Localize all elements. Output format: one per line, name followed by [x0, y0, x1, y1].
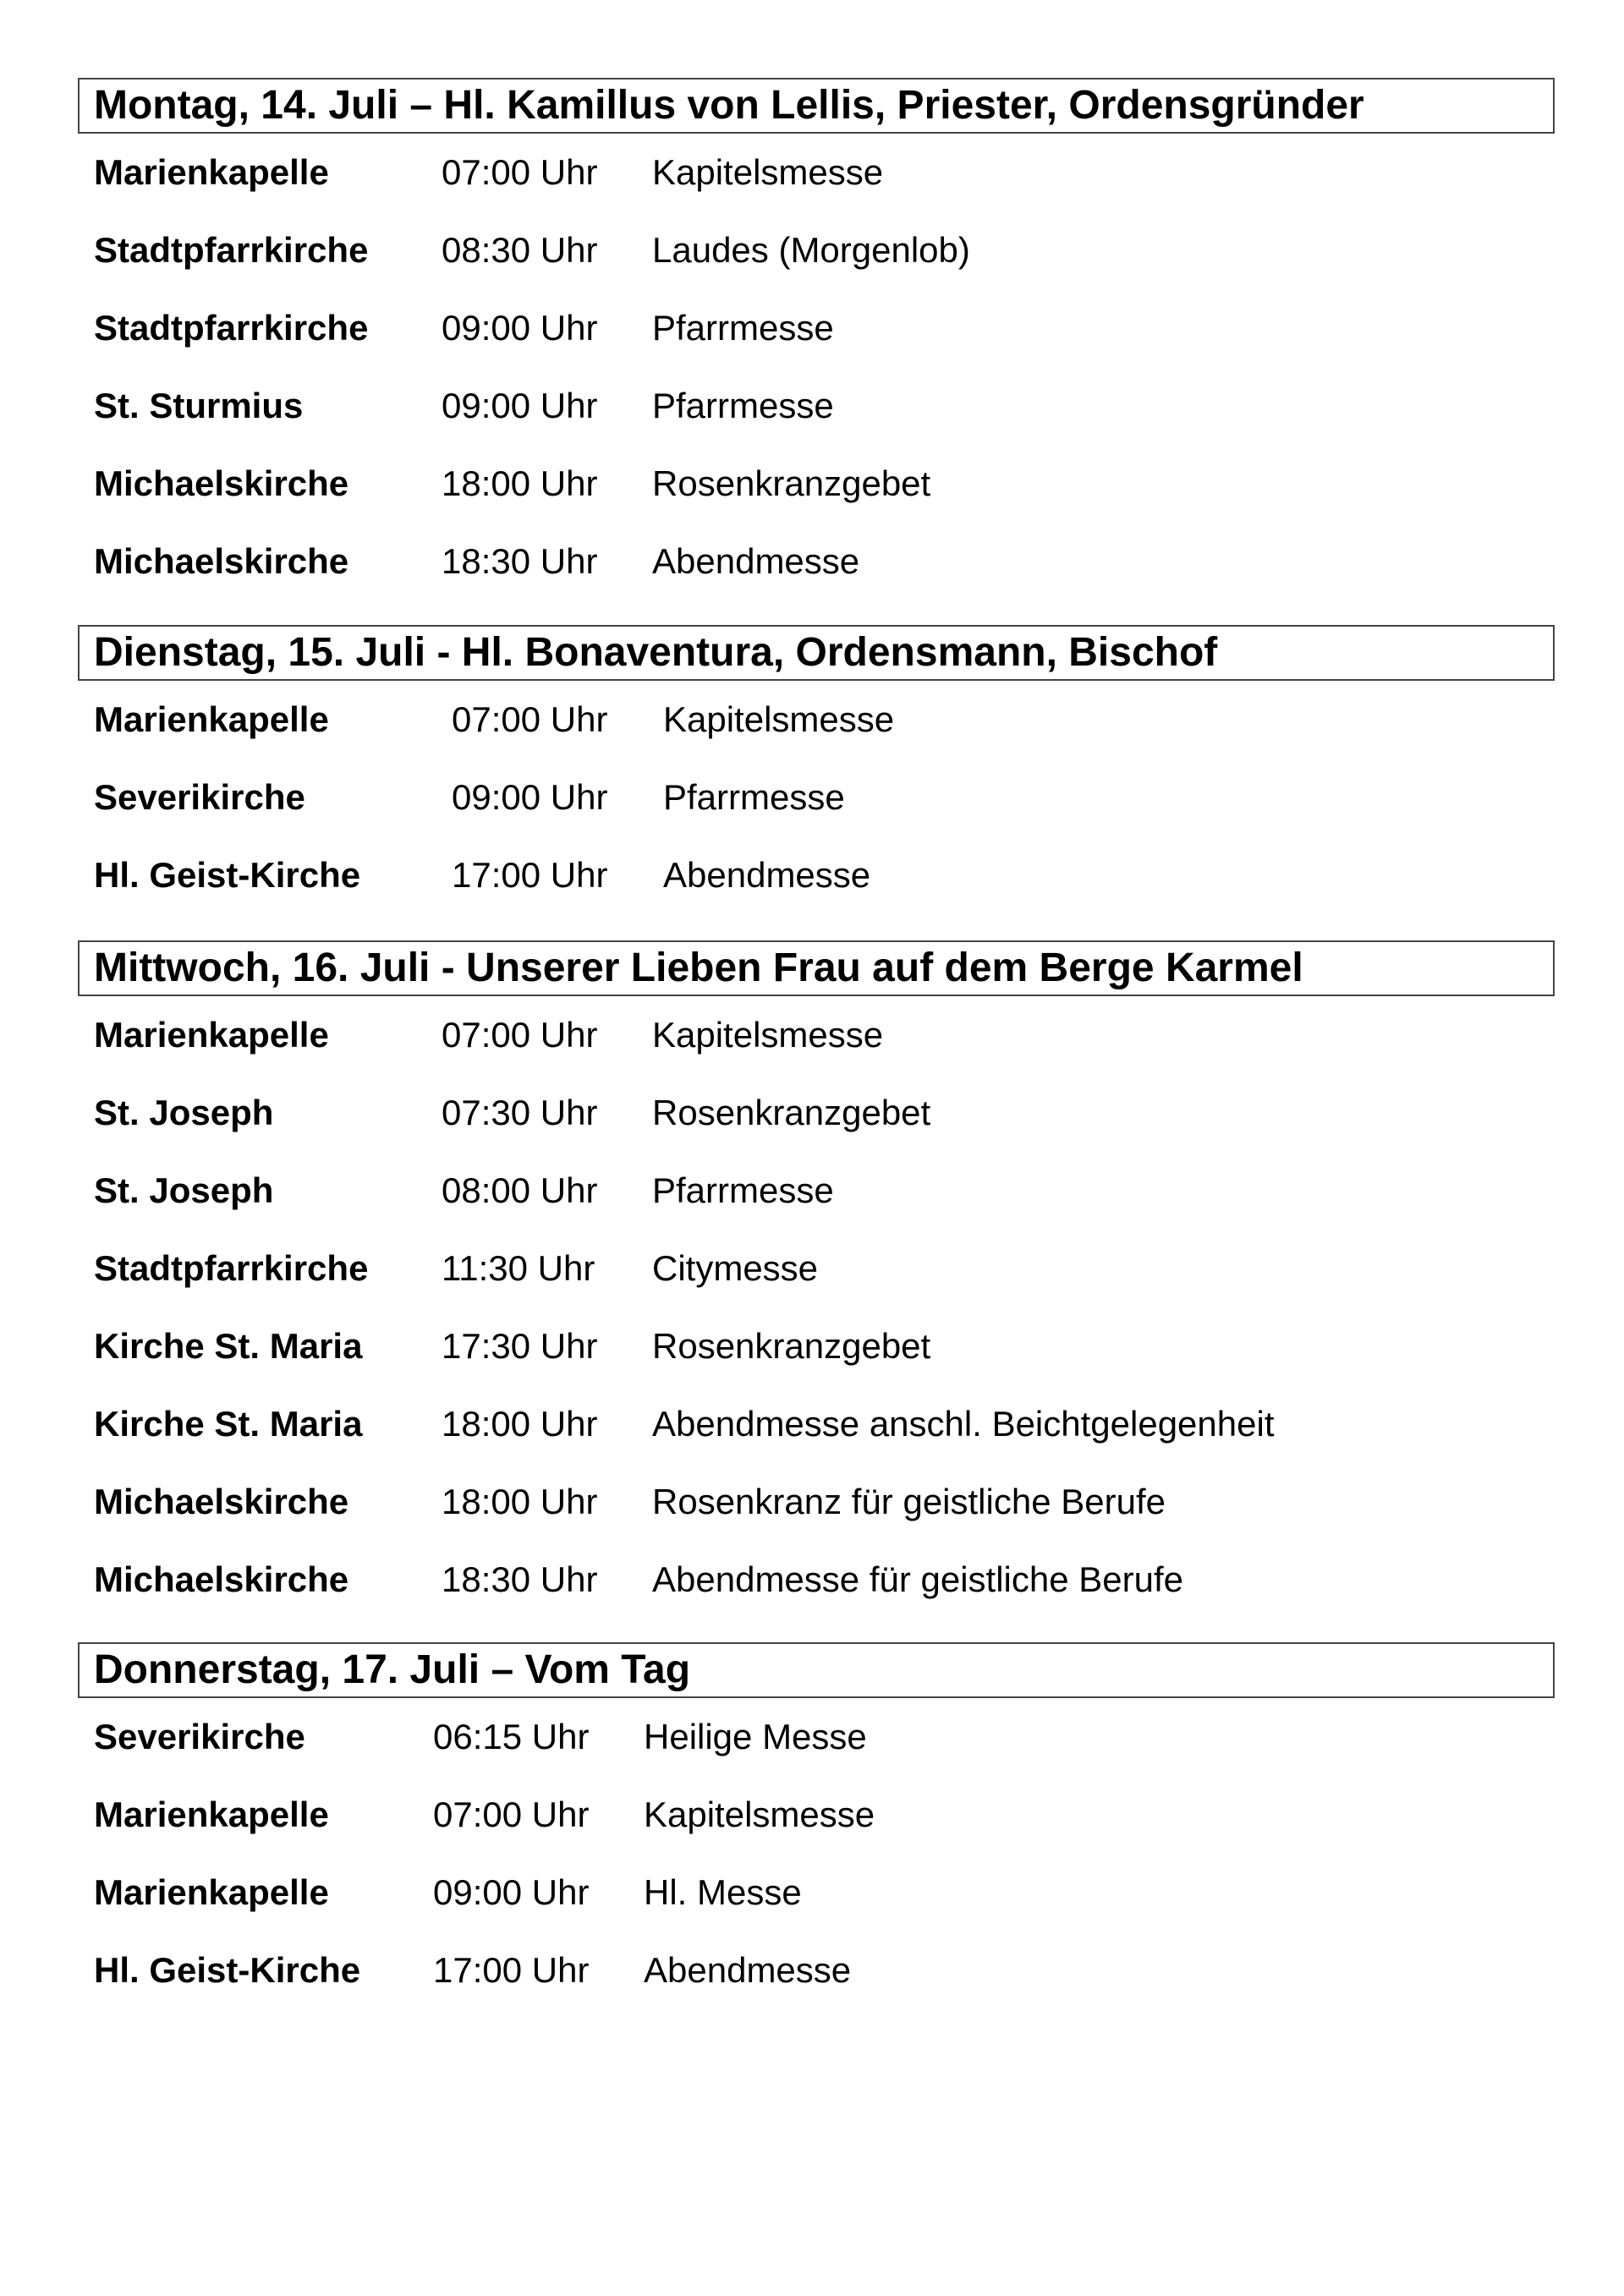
entry-time: 08:30 Uhr [442, 230, 598, 270]
entry-time: 17:00 Uhr [433, 1950, 590, 1990]
entry-time: 07:00 Uhr [442, 1015, 598, 1055]
entry-place: St. Sturmius [94, 386, 304, 425]
schedule-entry [78, 1698, 1555, 1776]
entry-place: Stadtpfarrkirche [94, 308, 369, 348]
entry-event: Abendmesse anschl. Beichtgelegenheit [652, 1404, 1275, 1444]
entry-event: Heilige Messe [644, 1717, 867, 1756]
entry-event: Kapitelsmesse [644, 1795, 875, 1834]
schedule-entry [78, 134, 1555, 211]
day-block-mittwoch [78, 940, 1555, 1619]
entry-place: St. Joseph [94, 1093, 274, 1132]
schedule-entry [78, 1230, 1555, 1307]
entry-place: Marienkapelle [94, 699, 329, 739]
schedule-entry [78, 289, 1555, 367]
entry-event: Hl. Messe [644, 1872, 802, 1912]
entry-time: 18:30 Uhr [442, 541, 598, 581]
schedule-entry [78, 445, 1555, 523]
entry-time: 09:00 Uhr [442, 308, 598, 348]
entry-place: Kirche St. Maria [94, 1326, 363, 1366]
entry-place: Severikirche [94, 777, 305, 817]
entry-event: Pfarrmesse [652, 308, 834, 348]
schedule-entry [78, 1854, 1555, 1932]
entry-time: 18:30 Uhr [442, 1559, 598, 1599]
entry-event: Rosenkranzgebet [652, 1326, 931, 1366]
entry-event: Abendmesse [644, 1950, 852, 1990]
entry-time: 07:00 Uhr [442, 152, 598, 192]
schedule-entry [78, 1152, 1555, 1230]
entry-time: 07:00 Uhr [452, 699, 608, 739]
entry-time: 17:00 Uhr [452, 855, 608, 895]
entry-event: Pfarrmesse [652, 1170, 834, 1210]
entry-place: St. Joseph [94, 1170, 274, 1210]
entry-time: 07:30 Uhr [442, 1093, 598, 1132]
entry-place: Michaelskirche [94, 1559, 349, 1599]
entry-event: Laudes (Morgenlob) [652, 230, 970, 270]
entry-time: 09:00 Uhr [452, 777, 608, 817]
day-block-donnerstag [78, 1642, 1555, 2009]
entry-event: Kapitelsmesse [652, 152, 884, 192]
schedule-entry [78, 836, 1555, 914]
entry-place: Michaelskirche [94, 463, 349, 503]
entry-event: Rosenkranzgebet [652, 463, 931, 503]
entry-time: 18:00 Uhr [442, 463, 598, 503]
entry-event: Abendmesse [663, 855, 871, 895]
entry-time: 09:00 Uhr [442, 386, 598, 425]
entry-time: 18:00 Uhr [442, 1482, 598, 1521]
entry-place: Michaelskirche [94, 541, 349, 581]
entry-place: Marienkapelle [94, 1872, 329, 1912]
day-block-montag [78, 78, 1555, 600]
entry-time: 18:00 Uhr [442, 1404, 598, 1444]
entry-place: Stadtpfarrkirche [94, 230, 369, 270]
entry-place: Kirche St. Maria [94, 1404, 363, 1444]
schedule-entry [78, 1307, 1555, 1385]
day-header: Montag, 14. Juli – Hl. Kamillus von Lellis, Priester, Ordensgründer [78, 78, 1555, 134]
schedule-entry [78, 1776, 1555, 1854]
schedule-entry [78, 523, 1555, 600]
entry-time: 09:00 Uhr [433, 1872, 590, 1912]
entry-place: Michaelskirche [94, 1482, 349, 1521]
entry-time: 08:00 Uhr [442, 1170, 598, 1210]
entry-place: Hl. Geist-Kirche [94, 855, 361, 895]
entry-event: Abendmesse [652, 541, 860, 581]
schedule-entry [78, 1385, 1555, 1463]
entry-event: Kapitelsmesse [652, 1015, 884, 1055]
schedule-entry [78, 996, 1555, 1074]
entry-time: 17:30 Uhr [442, 1326, 598, 1366]
entry-time: 06:15 Uhr [433, 1717, 590, 1756]
schedule-entry [78, 211, 1555, 289]
entry-place: Severikirche [94, 1717, 305, 1756]
day-block-dienstag [78, 625, 1555, 914]
day-header: Donnerstag, 17. Juli – Vom Tag [78, 1642, 1555, 1698]
entry-event: Pfarrmesse [663, 777, 845, 817]
day-header: Mittwoch, 16. Juli - Unserer Lieben Frau auf dem Berge Karmel [78, 940, 1555, 996]
schedule-entry [78, 681, 1555, 759]
entry-event: Pfarrmesse [652, 386, 834, 425]
day-header: Dienstag, 15. Juli - Hl. Bonaventura, Ordensmann, Bischof [78, 625, 1555, 681]
entry-place: Marienkapelle [94, 1795, 329, 1834]
entry-place: Hl. Geist-Kirche [94, 1950, 361, 1990]
entry-time: 11:30 Uhr [442, 1248, 595, 1288]
schedule-entry [78, 1932, 1555, 2009]
entry-event: Abendmesse für geistliche Berufe [652, 1559, 1184, 1599]
entry-event: Rosenkranz für geistliche Berufe [652, 1482, 1166, 1521]
entry-place: Marienkapelle [94, 1015, 329, 1055]
entry-event: Rosenkranzgebet [652, 1093, 931, 1132]
entry-place: Stadtpfarrkirche [94, 1248, 369, 1288]
schedule-entry [78, 1541, 1555, 1619]
entry-event: Kapitelsmesse [663, 699, 895, 739]
schedule-entry [78, 367, 1555, 445]
entry-place: Marienkapelle [94, 152, 329, 192]
schedule-entry [78, 1074, 1555, 1152]
schedule-entry [78, 1463, 1555, 1541]
entry-time: 07:00 Uhr [433, 1795, 590, 1834]
schedule-entry [78, 759, 1555, 836]
entry-event: Citymesse [652, 1248, 819, 1288]
